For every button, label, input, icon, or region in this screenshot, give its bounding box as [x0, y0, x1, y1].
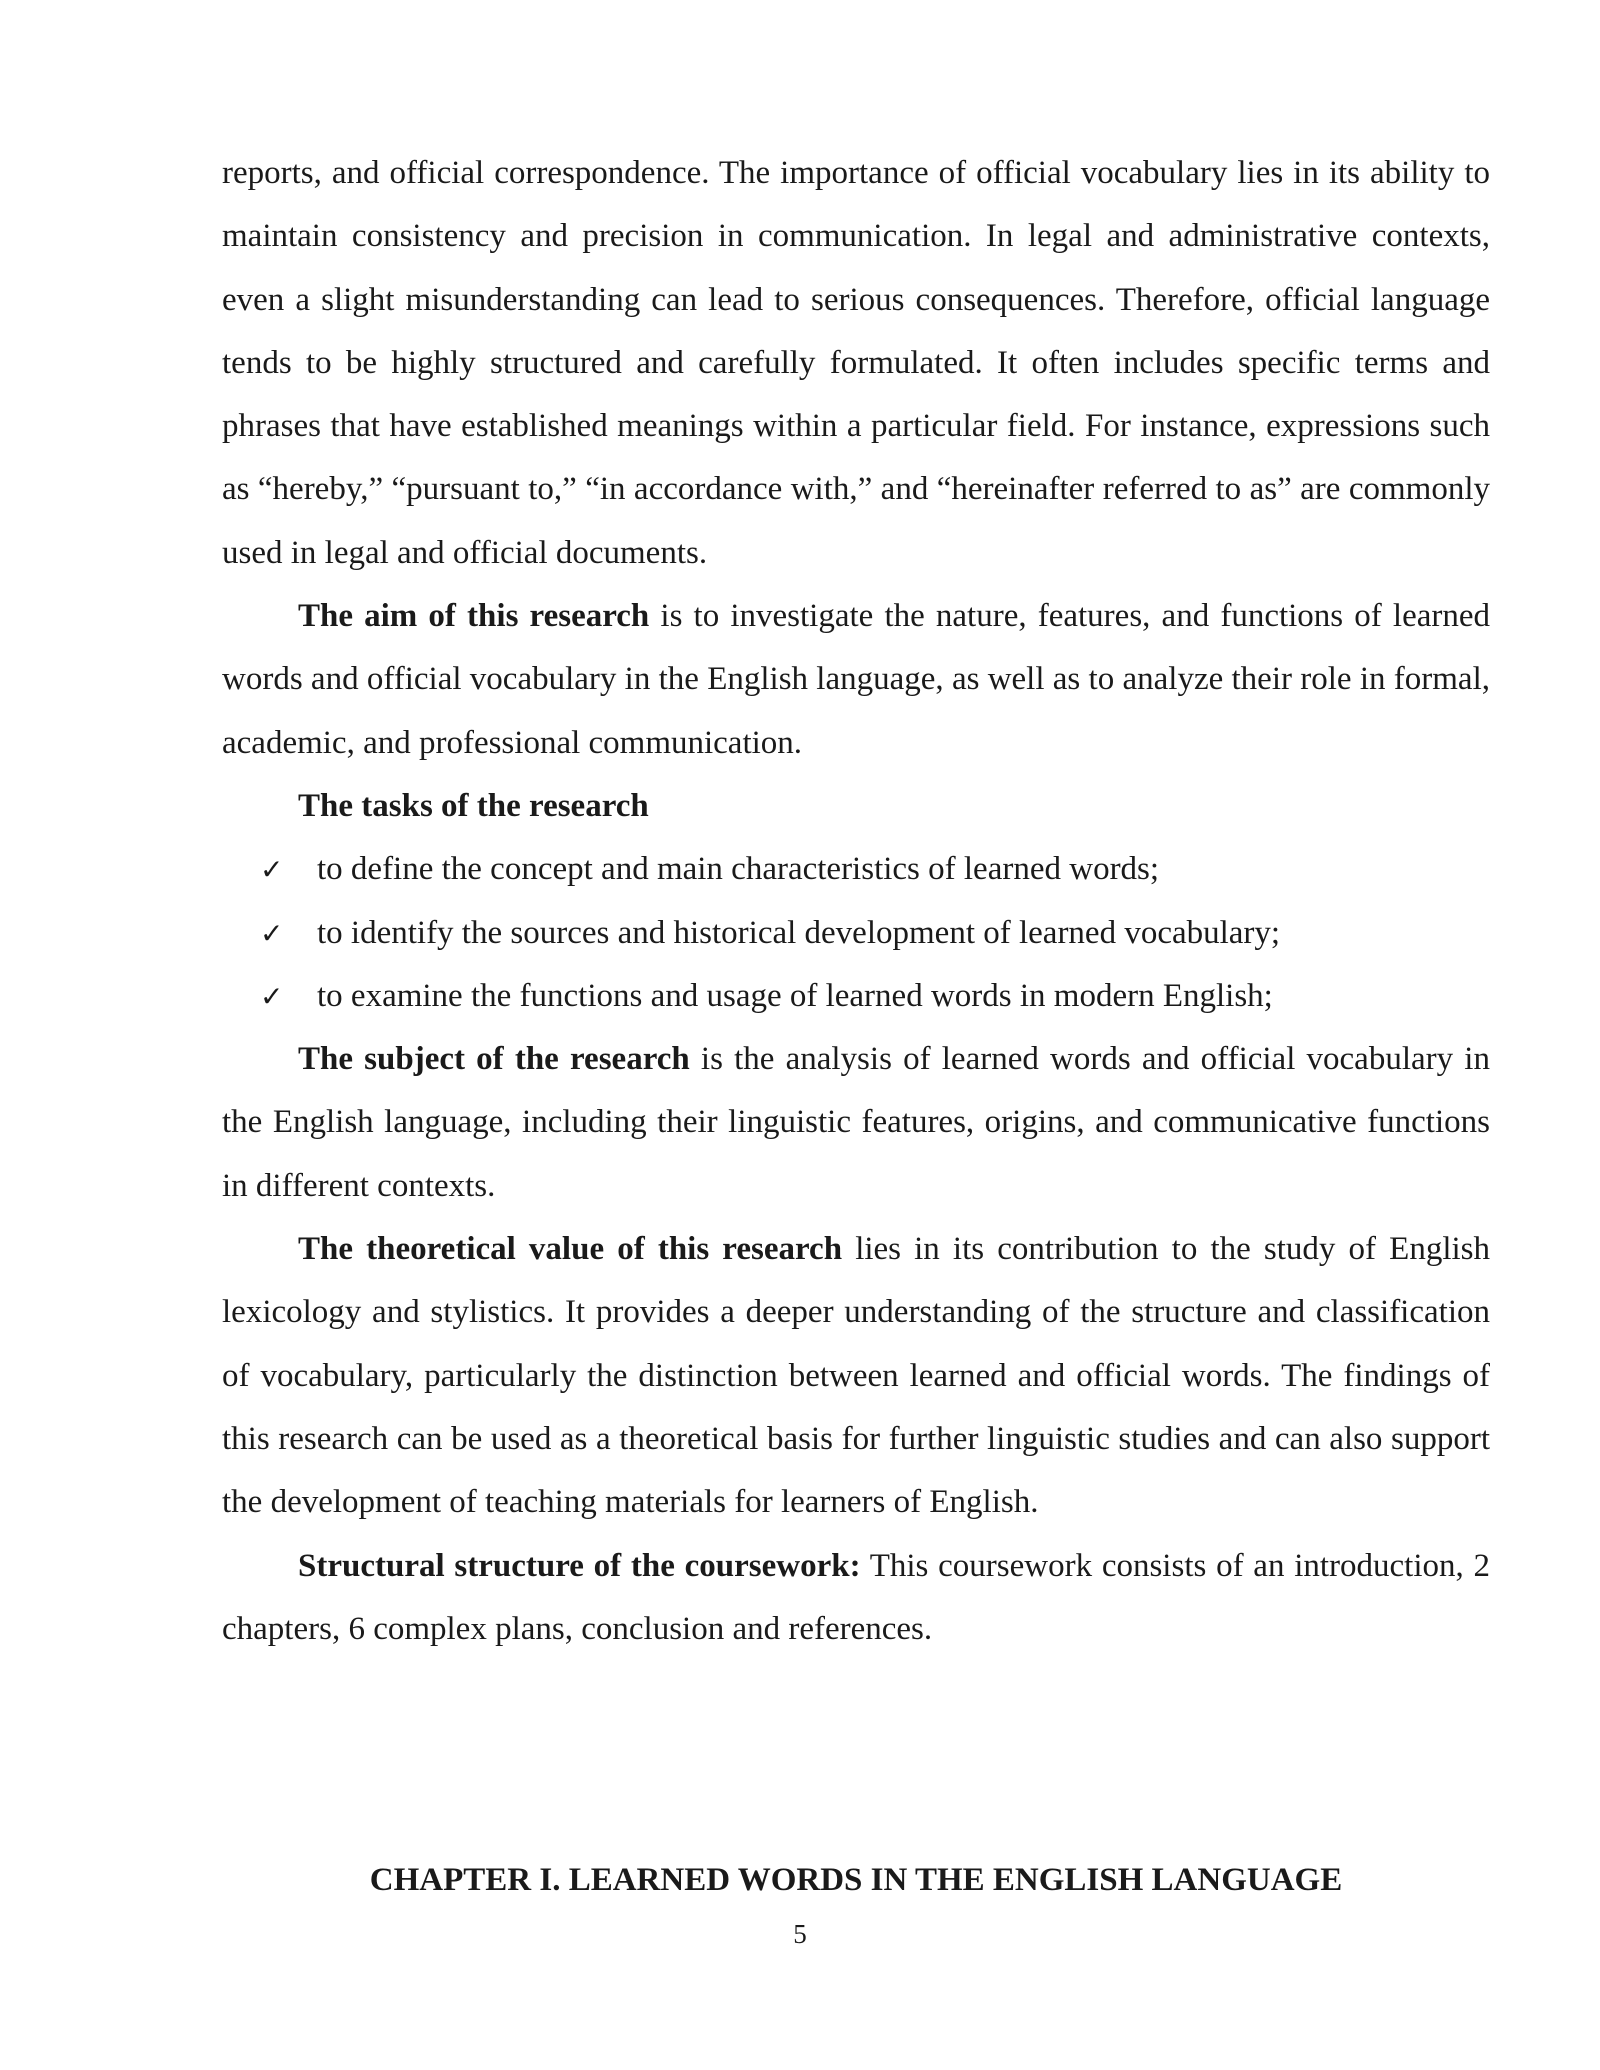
list-item — [222, 902, 1490, 965]
subject-text: is the analysis of learned words and official vocabulary in the English language, including their linguistic features, origins, and communicative functions in different contexts. — [222, 1041, 1490, 1204]
paragraph-structure — [222, 1535, 1490, 1662]
paragraph-aim — [222, 585, 1490, 775]
aim-lead: The aim of this research — [298, 598, 650, 635]
document-body — [222, 142, 1490, 1661]
theory-text: lies in its contribution to the study of English lexicology and stylistics. It provides a deeper understanding of the structure and classification of vocabulary, particularly the distinction between learned and official words. The findings of this research can be used as a theoretical basis for further linguistic studies and can also support the development of teaching materials for learners of English. — [222, 1231, 1491, 1521]
tasks-heading: The tasks of the research — [298, 787, 649, 824]
list-item — [222, 838, 1490, 901]
task-text: to identify the sources and historical development of learned vocabulary; — [317, 914, 1281, 951]
paragraph-theoretical-value — [222, 1218, 1490, 1534]
chapter-heading: CHAPTER I. LEARNED WORDS IN THE ENGLISH LANGUAGE — [369, 1862, 1343, 1898]
paragraph-subject — [222, 1028, 1490, 1218]
page-number: 5 — [793, 1919, 807, 1949]
subject-lead: The subject of the research — [298, 1041, 690, 1078]
tasks-list — [222, 838, 1490, 1028]
structure-text: This coursework consists of an introduction, 2 chapters, 6 complex plans, conclusion and references. — [222, 1547, 1490, 1647]
aim-text: is to investigate the nature, features, and functions of learned words and official vocabulary in the English language, as well as to analyze their role in formal, academic, and professional communication. — [222, 598, 1490, 761]
checkmark-icon: ✓ — [260, 916, 284, 950]
checkmark-icon: ✓ — [260, 979, 284, 1013]
structure-lead: Structural structure of the coursework: — [298, 1547, 861, 1584]
theory-lead: The theoretical value of this research — [298, 1231, 843, 1268]
checkmark-icon: ✓ — [260, 853, 284, 887]
task-text: to define the concept and main characteristics of learned words; — [317, 851, 1160, 888]
list-item — [222, 965, 1490, 1028]
task-text: to examine the functions and usage of learned words in modern English; — [317, 977, 1273, 1014]
paragraph-intro-continuation: reports, and official correspondence. The importance of official vocabulary lies in its ability to maintain consistency and precision in communication. In legal and administrative contexts, even a slight misunderstanding can lead to serious consequences. Therefore, official language tends to be highly structured and carefully formulated. It often includes specific terms and phrases that have established meanings within a particular field. For instance, expressions such as “hereby,” “pursuant to,” “in accordance with,” and “hereinafter referred to as” are commonly used in legal and official documents. — [222, 155, 1490, 571]
